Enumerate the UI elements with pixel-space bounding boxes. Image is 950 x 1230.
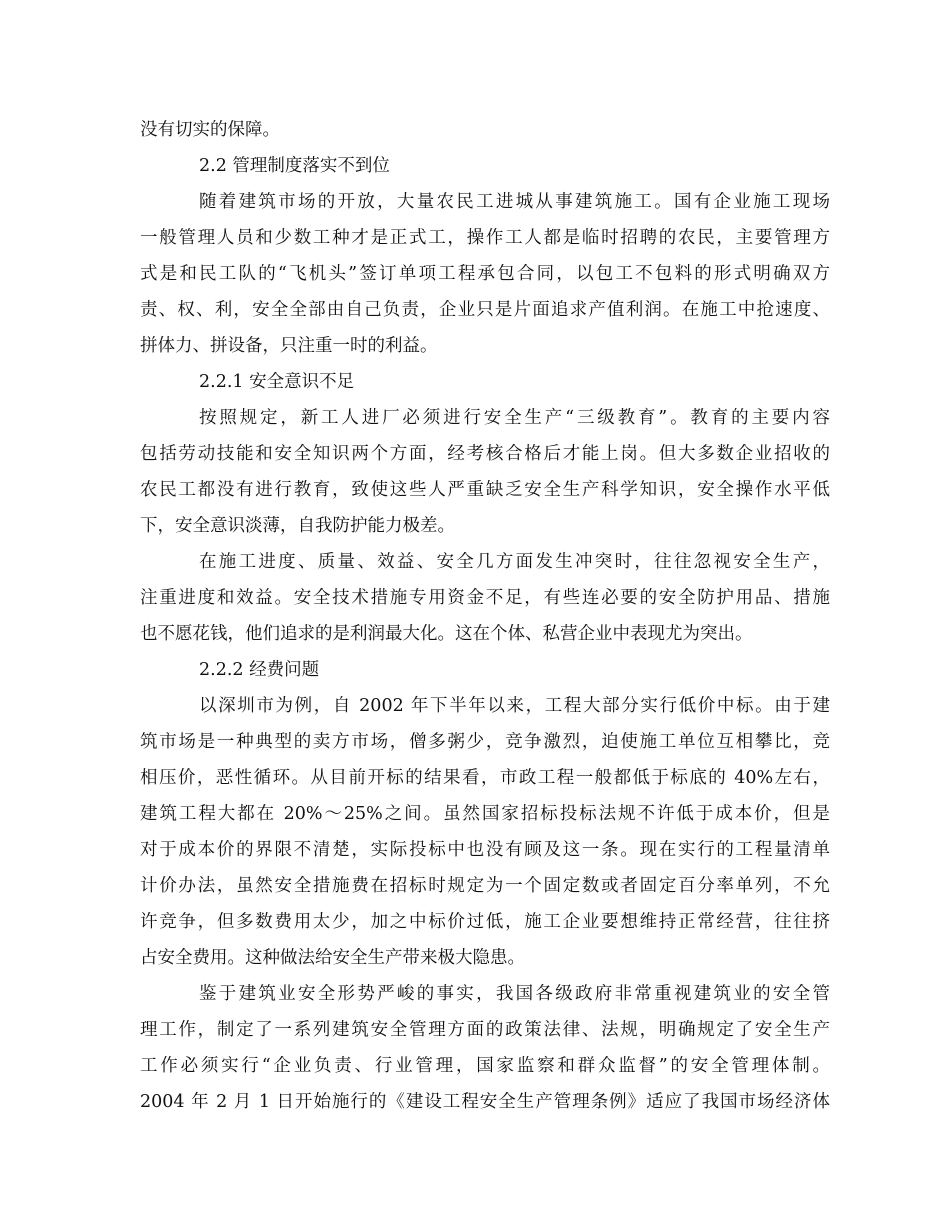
text-line: 占安全费用。这种做法给安全生产带来极大隐患。 bbox=[140, 948, 525, 968]
text-line: 对于成本价的界限不清楚，实际投标中也没有顾及这一条。现在实行的工程量清单 bbox=[140, 840, 830, 860]
text-line: 许竞争，但多数费用太少，加之中标价过低，施工企业要想维持正常经营，往往挤 bbox=[140, 912, 830, 932]
text-line: 2004 年 2 月 1 日开始施行的《建设工程安全生产管理条例》适应了我国市场经济体 bbox=[140, 1092, 830, 1112]
section-heading: 2.2.1 安全意识不足 bbox=[199, 372, 355, 392]
text-line: 建筑工程大都在 20%～25%之间。虽然国家招标投标法规不许低于成本价，但是 bbox=[140, 804, 830, 824]
text-line: 下，安全意识淡薄，自我防护能力极差。 bbox=[140, 516, 455, 536]
paragraph-first-line: 以深圳市为例，自 2002 年下半年以来，工程大部分实行低价中标。由于建 bbox=[199, 696, 830, 716]
text-line: 拼体力、拼设备，只注重一时的利益。 bbox=[140, 336, 438, 356]
text-line: 没有切实的保障。 bbox=[140, 120, 280, 140]
paragraph-first-line: 鉴于建筑业安全形势严峻的事实，我国各级政府非常重视建筑业的安全管 bbox=[199, 984, 830, 1004]
text-line: 注重进度和效益。安全技术措施专用资金不足，有些连必要的安全防护用品、措施 bbox=[140, 588, 830, 608]
text-line: 相压价，恶性循环。从目前开标的结果看，市政工程一般都低于标底的 40%左右， bbox=[140, 768, 830, 788]
text-line: 理工作，制定了一系列建筑安全管理方面的政策法律、法规，明确规定了安全生产 bbox=[140, 1020, 830, 1040]
text-line: 责、权、利，安全全部由自己负责，企业只是片面追求产值利润。在施工中抢速度、 bbox=[140, 300, 830, 320]
text-line: 一般管理人员和少数工种才是正式工，操作工人都是临时招聘的农民，主要管理方 bbox=[140, 228, 830, 248]
paragraph-first-line: 在施工进度、质量、效益、安全几方面发生冲突时，往往忽视安全生产， bbox=[199, 552, 830, 572]
text-line: 也不愿花钱，他们追求的是利润最大化。这在个体、私营企业中表现尤为突出。 bbox=[140, 624, 753, 644]
text-line: 农民工都没有进行教育，致使这些人严重缺乏安全生产科学知识，安全操作水平低 bbox=[140, 480, 830, 500]
text-line: 式是和民工队的“飞机头”签订单项工程承包合同，以包工不包料的形式明确双方 bbox=[140, 264, 830, 284]
text-line: 工作必须实行“企业负责、行业管理，国家监察和群众监督”的安全管理体制。 bbox=[140, 1056, 830, 1076]
text-line: 筑市场是一种典型的卖方市场，僧多粥少，竞争激烈，迫使施工单位互相攀比，竞 bbox=[140, 732, 830, 752]
document-page bbox=[140, 112, 830, 1120]
section-heading: 2.2 管理制度落实不到位 bbox=[199, 156, 390, 176]
section-heading: 2.2.2 经费问题 bbox=[199, 660, 320, 680]
paragraph-first-line: 随着建筑市场的开放，大量农民工进城从事建筑施工。国有企业施工现场 bbox=[199, 192, 830, 212]
text-line: 包括劳动技能和安全知识两个方面，经考核合格后才能上岗。但大多数企业招收的 bbox=[140, 444, 830, 464]
paragraph-first-line: 按照规定，新工人进厂必须进行安全生产“三级教育”。教育的主要内容 bbox=[199, 408, 830, 428]
text-line: 计价办法，虽然安全措施费在招标时规定为一个固定数或者固定百分率单列，不允 bbox=[140, 876, 830, 896]
